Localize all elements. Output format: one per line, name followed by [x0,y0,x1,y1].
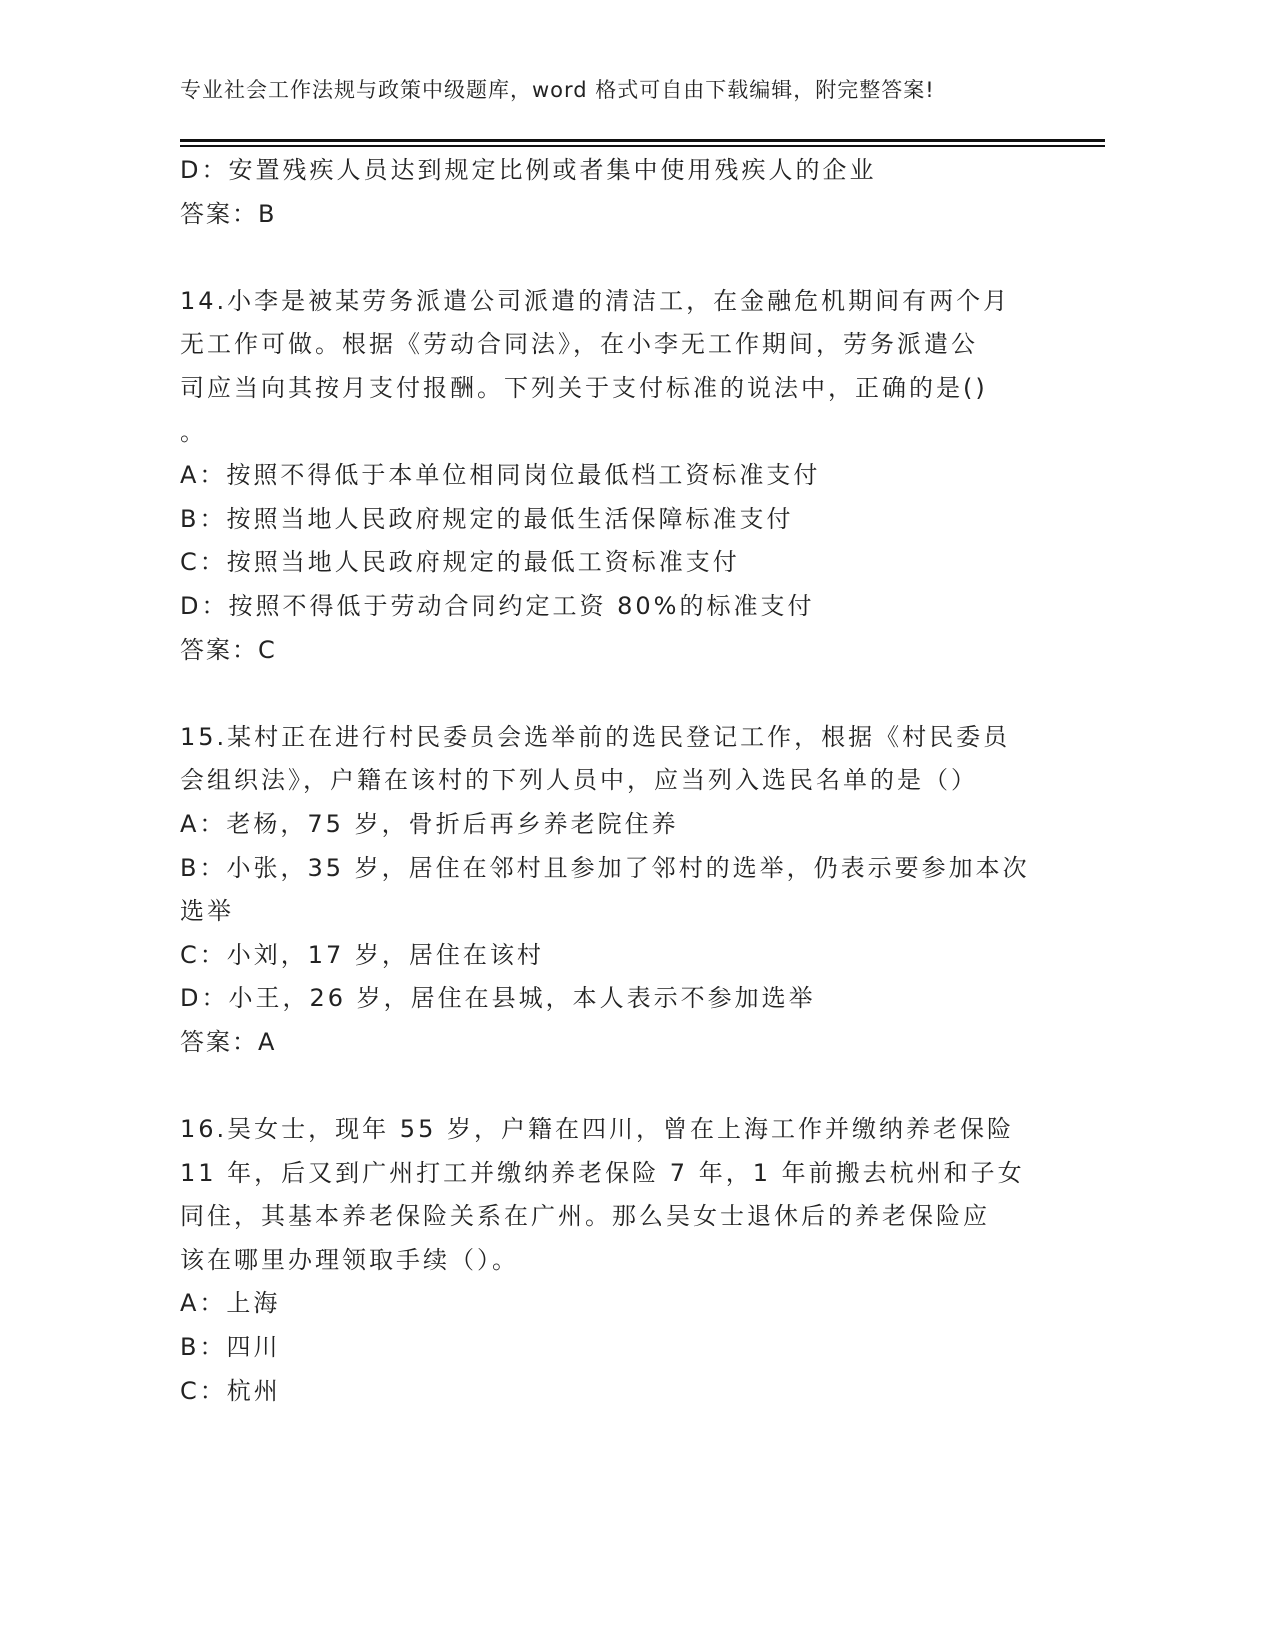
option-line: C：按照当地人民政府规定的最低工资标准支付 [180,548,740,577]
option-line: D：按照不得低于劳动合同约定工资 80%的标准支付 [180,591,815,620]
document-body [180,149,1080,1413]
option-line: B：四川 [180,1333,281,1362]
option-line: A：按照不得低于本单位相同岗位最低档工资标准支付 [180,461,821,490]
question-stem-line: 11 年，后又到广州打工并缴纳养老保险 7 年，1 年前搬去杭州和子女 [180,1158,1025,1187]
option-line: C：杭州 [180,1376,281,1405]
option-line: D：小王，26 岁，居住在县城，本人表示不参加选举 [180,984,816,1013]
option-line: A：上海 [180,1289,281,1318]
option-line: C：小刘，17 岁，居住在该村 [180,940,544,969]
answer-line: 答案：C [180,635,277,664]
page-header: 专业社会工作法规与政策中级题库，word 格式可自由下载编辑，附完整答案! [180,78,935,102]
spacer [180,236,1080,280]
option-line: B：按照当地人民政府规定的最低生活保障标准支付 [180,504,794,533]
answer-line: 答案：B [180,199,277,228]
option-line: 选举 [180,897,234,926]
option-line: D：安置残疾人员达到规定比例或者集中使用残疾人的企业 [180,156,877,184]
spacer [180,672,1080,716]
header-divider-thin [180,145,1105,147]
option-line: A：老杨，75 岁，骨折后再乡养老院住养 [180,809,679,838]
question-stem-line: 司应当向其按月支付报酬。下列关于支付标准的说法中，正确的是() [180,373,988,402]
header-divider [180,139,1105,142]
question-stem-line: 会组织法》，户籍在该村的下列人员中，应当列入选民名单的是（） [180,766,978,795]
question-stem-line: 16.吴女士，现年 55 岁，户籍在四川，曾在上海工作并缴纳养老保险 [180,1115,1014,1144]
question-stem-line: 。 [180,417,207,446]
question-stem-line: 15.某村正在进行村民委员会选举前的选民登记工作，根据《村民委员 [180,722,1011,751]
question-stem-line: 无工作可做。根据《劳动合同法》，在小李无工作期间，劳务派遣公 [180,330,978,359]
question-stem-line: 14.小李是被某劳务派遣公司派遣的清洁工，在金融危机期间有两个月 [180,286,1011,315]
question-stem-line: 同住，其基本养老保险关系在广州。那么吴女士退休后的养老保险应 [180,1202,990,1231]
spacer [180,1064,1080,1108]
question-stem-line: 该在哪里办理领取手续（）。 [180,1245,519,1274]
answer-line: 答案：A [180,1027,277,1056]
option-line: B：小张，35 岁，居住在邻村且参加了邻村的选举，仍表示要参加本次 [180,853,1030,882]
